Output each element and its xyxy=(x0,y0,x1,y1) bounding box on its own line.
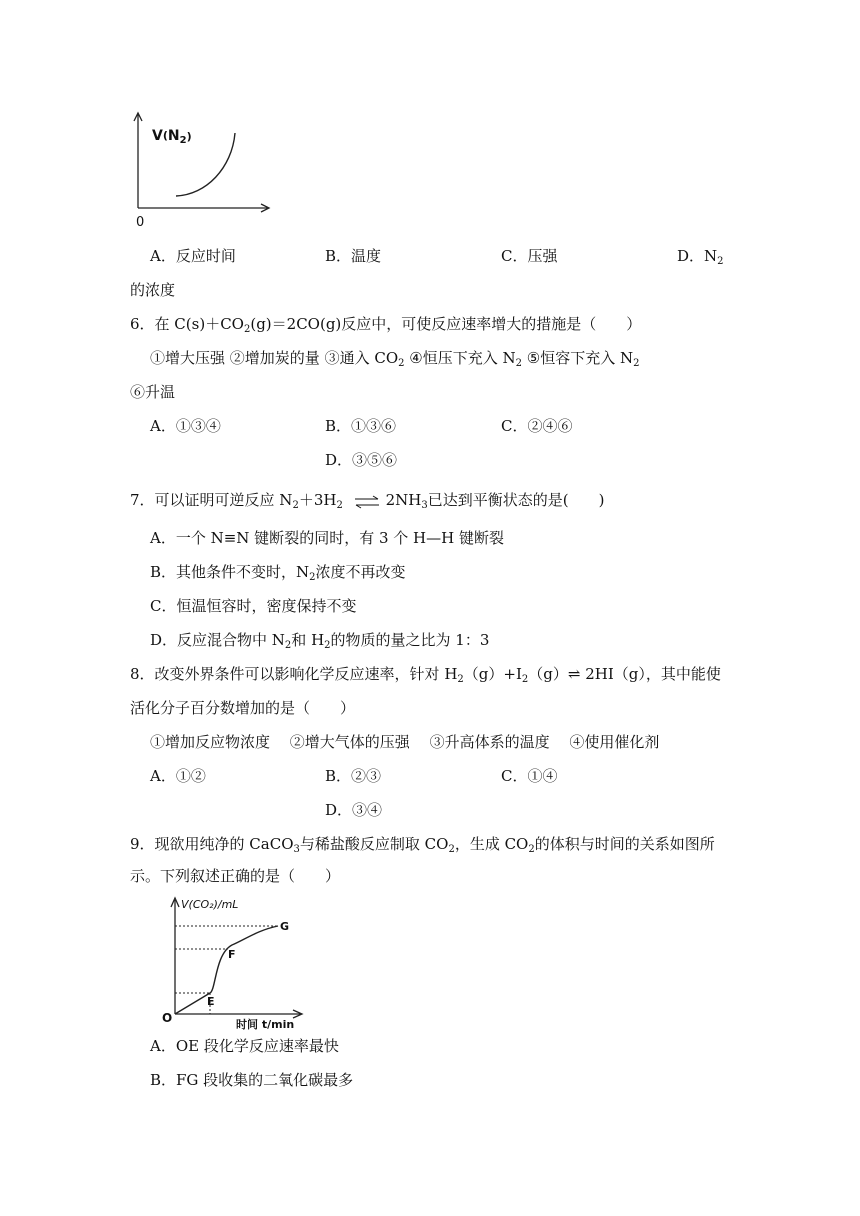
q6-measures-line xyxy=(150,348,640,368)
q8-option-b[interactable]: B．②③ xyxy=(325,767,382,785)
co2-volume-curve xyxy=(175,926,278,1014)
q7-option-a[interactable]: A．一个 N≡N 键断裂的同时，有 3 个 H—H 键断裂 xyxy=(150,529,504,547)
q6-option-d[interactable]: D．③⑤⑥ xyxy=(325,451,398,469)
q8-option-d[interactable]: D．③④ xyxy=(325,801,383,819)
point-f-label: F xyxy=(228,948,236,961)
q6-option-b[interactable]: B．①③⑥ xyxy=(325,417,397,435)
figure-v-n2-graph xyxy=(128,108,278,233)
q6-option-a[interactable]: A．①③④ xyxy=(150,417,221,435)
q5-option-b[interactable]: B．温度 xyxy=(325,247,382,265)
q8-condition-3: ③升高体系的温度 xyxy=(429,733,550,751)
x-axis-label: 时间 t/min xyxy=(236,1018,295,1031)
q8-condition-1: ①增加反应物浓度 xyxy=(150,733,271,751)
q6-measure-2: ②增加炭的量 xyxy=(229,349,320,367)
q6-option-c[interactable]: C．②④⑥ xyxy=(501,417,573,435)
q6-measure-3: ③通入 $CO_2$ xyxy=(324,349,405,369)
q6-measure-1: ①增大压强 xyxy=(150,349,226,367)
q7-option-d[interactable]: D．反应混合物中 $N_2$和 $H_2$的物质的量之比为 1：3 xyxy=(150,631,490,651)
q8-condition-2: ②增大气体的压强 xyxy=(289,733,410,751)
point-e-label: E xyxy=(207,995,215,1008)
y-label: $V(N_2^)$ xyxy=(152,128,192,146)
q9-stem-line2: 示。下列叙述正确的是（ ） xyxy=(130,867,341,885)
q7-stem: 7．可以证明可逆反应 $N_2+3H_2$ $2NH_3$已达到平衡状态的是( ) xyxy=(130,491,605,511)
origin-label: O xyxy=(162,1011,173,1025)
q7-option-c[interactable]: C．恒温恒容时，密度保持不变 xyxy=(150,597,357,615)
q6-measure-5: ⑤恒容下充入 $N_2$ xyxy=(526,349,640,369)
q5-option-a[interactable]: A．反应时间 xyxy=(150,247,236,265)
q6-stem: 6．在 $C(s)+CO_2(g)=2CO(g)$反应中，可使反应速率增大的措施是（ ） xyxy=(130,315,642,335)
q9-stem-line1: 9．现欲用纯净的 CaCO$_3$与稀盐酸反应制取 $CO_2$，生成 $CO_2$的体积与时间的关系如图所 xyxy=(130,835,715,855)
q5-option-d[interactable]: D．$N_2$ xyxy=(677,247,724,267)
q8-stem-line1: 8．改变外界条件可以影响化学反应速率，针对 $H_2(g)+I_2(g)\rightleftharpoons$ 2HI（g），其中能使 xyxy=(130,665,721,685)
q8-conditions-line xyxy=(150,732,659,752)
q5-option-d-continued: 的浓度 xyxy=(130,281,176,299)
q6-measure-6: ⑥升温 xyxy=(130,383,176,401)
q8-stem-line2: 活化分子百分数增加的是（ ） xyxy=(130,699,356,717)
y-axis-label: V(CO₂)/mL xyxy=(181,898,239,911)
q8-option-a[interactable]: A．①② xyxy=(150,767,206,785)
q8-condition-4: ④使用催化剂 xyxy=(569,733,660,751)
origin-label: 0 xyxy=(136,215,145,230)
point-g-label: G xyxy=(280,920,290,933)
q6-measure-4: ④恒压下充入 $N_2$ xyxy=(409,349,523,369)
q7-option-b[interactable]: B．其他条件不变时，$N_2$浓度不再改变 xyxy=(150,563,406,583)
q8-option-c[interactable]: C．①④ xyxy=(501,767,558,785)
equilibrium-arrow-icon xyxy=(354,495,380,509)
figure-co2-volume-graph xyxy=(158,894,308,1032)
q5-option-c[interactable]: C．压强 xyxy=(501,247,558,265)
q9-option-a[interactable]: A．OE 段化学反应速率最快 xyxy=(150,1037,339,1055)
q9-option-b[interactable]: B．FG 段收集的二氧化碳最多 xyxy=(150,1071,354,1089)
